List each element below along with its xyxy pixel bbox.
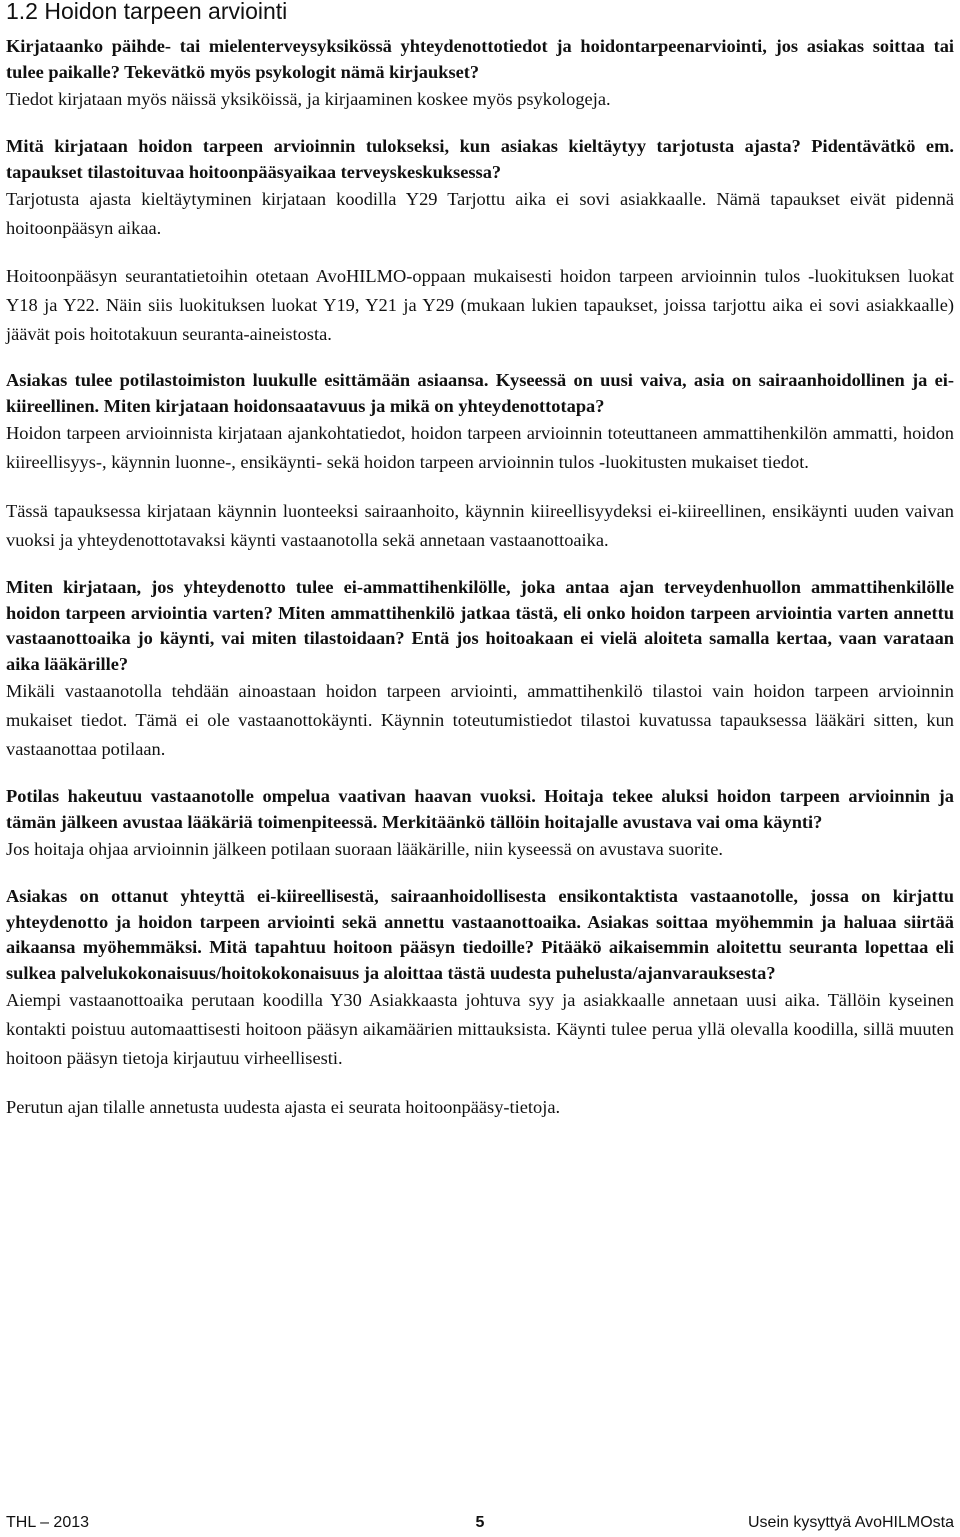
qa-block [6,884,954,1073]
qa-block [6,34,954,114]
footer-publisher: THL – 2013 [6,1514,90,1531]
answer-block [6,262,954,349]
qa-block [6,368,954,477]
page-footer [6,1511,954,1535]
footer-document-title: Usein kysyttyä AvoHILMOsta [748,1514,954,1531]
qa-block [6,134,954,243]
question-text: Mitä kirjataan hoidon tarpeen arvioinnin tulokseksi, kun asiakas kieltäytyy tarjotusta ajasta? Pidentävätkö em. tapaukset tilastoituvaa hoitoonpääsyaikaa terveyskeskuksessa? [6,136,954,182]
page-number: 5 [475,1514,485,1531]
answer-text: Mikäli vastaanotolla tehdään ainoastaan hoidon tarpeen arviointi, ammattihenkilö tilastoi vain hoidon tarpeen arvioinnin mukaiset tiedot. Tämä ei ole vastaanottokäynti. Käynnin toteutumistiedot tilastoi kuvatussa tapauksessa lääkäri sitten, kun vastaanottaa potilaan. [6,681,954,759]
qa-block [6,784,954,864]
answer-block [6,1093,954,1122]
question-text: Kirjataanko päihde- tai mielenterveysyksikössä yhteydenottotiedot ja hoidontarpeenarviointi, jos asiakas soittaa tai tulee paikalle? Tekevätkö myös psykologit nämä kirjaukset? [6,36,954,82]
answer-block [6,497,954,555]
answer-text: Hoitoonpääsyn seurantatietoihin otetaan AvoHILMO-oppaan mukaisesti hoidon tarpeen arvioinnin tulos -luokituksen luokat Y18 ja Y22. Näin siis luokituksen luokat Y19, Y21 ja Y29 (mukaan lukien tapaukset, joissa tarjottu aika ei sovi asiakkaalle) jäävät pois hoitotakuun seuranta-aineistosta. [6,266,954,344]
answer-text: Tässä tapauksessa kirjataan käynnin luonteeksi sairaanhoito, käynnin kiireellisyydeksi ei-kiireellinen, ensikäynti uuden vaivan vuoksi ja yhteydenottotavaksi käynti vastaanotolla sekä annetaan vastaanottoaika. [6,501,954,550]
answer-text: Hoidon tarpeen arvioinnista kirjataan ajankohtatiedot, hoidon tarpeen arvioinnin toteuttaneen ammattihenkilön ammatti, hoidon kiireellisyys-, käynnin luonne-, ensikäynti- sekä hoidon tarpeen arvioinnin tulos -luokitusten mukaiset tiedot. [6,423,954,472]
document-body [6,34,954,1122]
answer-text: Tiedot kirjataan myös näissä yksiköissä, ja kirjaaminen koskee myös psykologeja. [6,89,611,109]
question-text: Asiakas tulee potilastoimiston luukulle esittämään asiaansa. Kyseessä on uusi vaiva, asia on sairaanhoidollinen ja ei-kiireellinen. Miten kirjataan hoidonsaatavuus ja mikä on yhteydenottotapa? [6,370,954,416]
answer-text: Aiempi vastaanottoaika perutaan koodilla Y30 Asiakkaasta johtuva syy ja asiakkaalle annetaan uusi aika. Tällöin kyseinen kontakti poistuu automaattisesti hoitoon pääsyn aikamäärien mittauksista. Käynti tulee perua yllä olevalla koodilla, sillä muuten hoitoon pääsyn tietoja kirjautuu virheellisesti. [6,990,954,1068]
question-text: Asiakas on ottanut yhteyttä ei-kiireellisestä, sairaanhoidollisesta ensikontaktista vastaanotolle, jossa on kirjattu yhteydenotto ja hoidon tarpeen arviointi sekä annettu vastaanottoaika. Asiakas soittaa myöhemmin ja haluaa siirtää aikaansa myöhemmäksi. Mitä tapahtuu hoitoon pääsyn tiedoille? Pitääkö aikaisemmin aloitettu seuranta lopettaa eli sulkea palvelukokonaisuus/hoitokokonaisuus ja aloittaa tästä uudesta puhelusta/ajanvarauksesta? [6,886,954,983]
qa-block [6,575,954,764]
section-title: 1.2 Hoidon tarpeen arviointi [6,0,288,24]
answer-text: Perutun ajan tilalle annetusta uudesta ajasta ei seurata hoitoonpääsy-tietoja. [6,1097,561,1117]
question-text: Miten kirjataan, jos yhteydenotto tulee ei-ammattihenkilölle, joka antaa ajan terveydenhuollon ammattihenkilölle hoidon tarpeen arviointia varten? Miten ammattihenkilö jatkaa tästä, eli onko hoidon tarpeen arviointia varten annettu vastaanottoaika jo käynti, vai miten tilastoidaan? Entä jos hoitoakaan ei vielä aloiteta samalla kertaa, vaan varataan aika lääkärille? [6,577,954,674]
answer-text: Jos hoitaja ohjaa arvioinnin jälkeen potilaan suoraan lääkärille, niin kyseessä on avustava suorite. [6,839,724,859]
question-text: Potilas hakeutuu vastaanotolle ompelua vaativan haavan vuoksi. Hoitaja tekee aluksi hoidon tarpeen arvioinnin ja tämän jälkeen avustaa lääkäriä toimenpiteessä. Merkitäänkö tällöin hoitajalle avustava vai oma käynti? [6,786,954,832]
answer-text: Tarjotusta ajasta kieltäytyminen kirjataan koodilla Y29 Tarjottu aika ei sovi asiakkaalle. Nämä tapaukset eivät pidennä hoitoonpääsyn aikaa. [6,189,954,238]
